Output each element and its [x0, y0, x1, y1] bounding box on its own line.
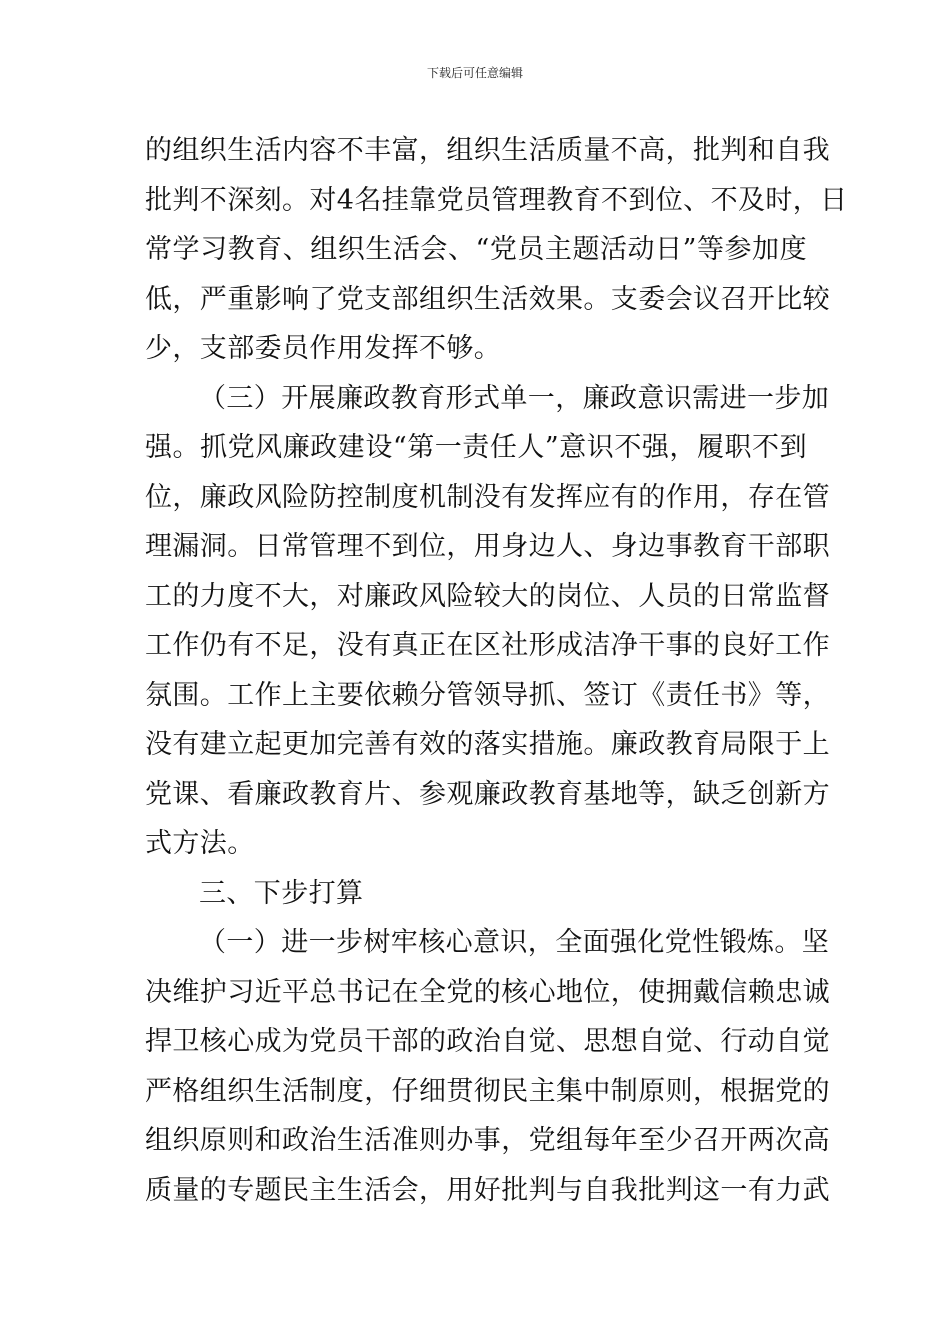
section-heading: 三、下步打算	[199, 877, 364, 909]
text-line: 位，廉政风险防控制度机制没有发挥应有的作用，存在管	[145, 481, 830, 513]
text-line: 氛围。工作上主要依赖分管领导抓、签订《责任书》等，	[145, 679, 830, 711]
text-line: 组织原则和政治生活准则办事，党组每年至少召开两次高	[145, 1125, 830, 1156]
text-line: 工的力度不大，对廉政风险较大的岗位、人员的日常监督	[145, 580, 830, 612]
text-line: 严格组织生活制度，仔细贯彻民主集中制原则，根据党的	[145, 1075, 830, 1107]
text-line: 少，支部委员作用发挥不够。	[145, 333, 502, 364]
text-line: （三）开展廉政教育形式单一，廉政意识需进一步加	[199, 382, 830, 414]
text-line: 质量的专题民主生活会，用好批判与自我批判这一有力武	[145, 1174, 830, 1206]
page-header: 下载后可任意编辑	[426, 66, 523, 80]
text-line: 低，严重影响了党支部组织生活效果。支委会议召开比较	[145, 283, 830, 315]
text-line: 没有建立起更加完善有效的落实措施。廉政教育局限于上	[145, 729, 830, 760]
text-line: 理漏洞。日常管理不到位，用身边人、身边事教育干部职	[145, 531, 830, 562]
text-line: 党课、看廉政教育片、参观廉政教育基地等，缺乏创新方	[145, 778, 830, 810]
text-line: 批判不深刻。对4名挂靠党员管理教育不到位、不及时，日	[145, 184, 848, 216]
text-line: （一）进一步树牢核心意识，全面强化党性锻炼。坚	[199, 927, 830, 958]
text-line: 式方法。	[145, 828, 255, 859]
text-line: 强。抓党风廉政建设“第一责任人”意识不强，履职不到	[145, 432, 807, 463]
document-body	[145, 126, 848, 1215]
text-line: 捍卫核心成为党员干部的政治自觉、思想自觉、行动自觉	[145, 1026, 830, 1057]
text-line: 工作仍有不足，没有真正在区社形成洁净干事的良好工作	[145, 630, 830, 661]
text-line: 的组织生活内容不丰富，组织生活质量不高，批判和自我	[145, 135, 830, 166]
text-line: 决维护习近平总书记在全党的核心地位，使拥戴信赖忠诚	[145, 976, 830, 1008]
text-line: 常学习教育、组织生活会、“党员主题活动日”等参加度	[145, 234, 807, 265]
